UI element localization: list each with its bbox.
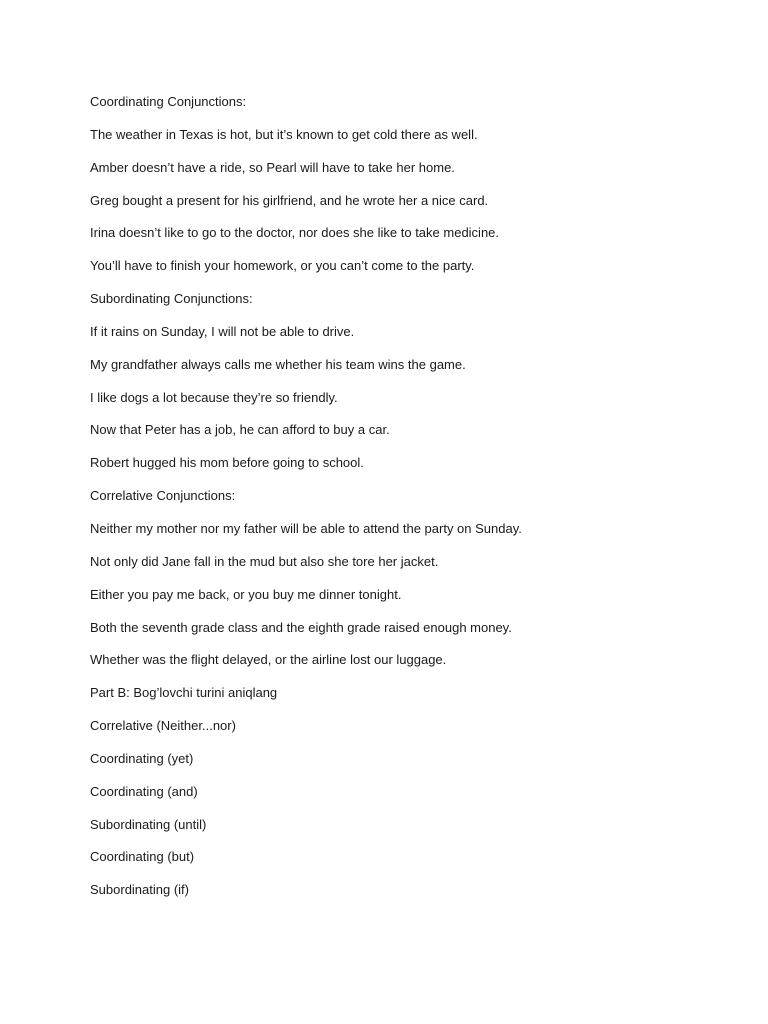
answer-line: Subordinating (until) [90, 816, 207, 832]
sentence-line: You’ll have to finish your homework, or you can’t come to the party. [90, 258, 475, 274]
sentence-line: Either you pay me back, or you buy me dinner tonight. [90, 586, 402, 602]
answer-line: Coordinating (yet) [90, 750, 194, 766]
sentence-line: If it rains on Sunday, I will not be able to drive. [90, 323, 355, 339]
sentence-line: Robert hugged his mom before going to school. [90, 455, 364, 471]
sentence-line: The weather in Texas is hot, but it’s known to get cold there as well. [90, 126, 478, 142]
document-body [90, 94, 730, 915]
section-heading-coordinating: Coordinating Conjunctions: [90, 94, 247, 109]
section-heading-correlative: Correlative Conjunctions: [90, 488, 236, 504]
answer-line: Correlative (Neither...nor) [90, 718, 236, 734]
sentence-line: Irina doesn’t like to go to the doctor, nor does she like to take medicine. [90, 225, 500, 241]
sentence-line: Whether was the flight delayed, or the airline lost our luggage. [90, 652, 447, 668]
sentence-line: Neither my mother nor my father will be able to attend the party on Sunday. [90, 520, 522, 536]
sentence-line: Now that Peter has a job, he can afford to buy a car. [90, 422, 390, 438]
sentence-line: Amber doesn’t have a ride, so Pearl will have to take her home. [90, 159, 455, 175]
sentence-line: My grandfather always calls me whether his team wins the game. [90, 356, 466, 372]
sentence-line: I like dogs a lot because they’re so friendly. [90, 389, 338, 405]
section-heading-part-b: Part B: Bog’lovchi turini aniqlang [90, 685, 278, 701]
sentence-line: Not only did Jane fall in the mud but also she tore her jacket. [90, 553, 439, 569]
sentence-line: Greg bought a present for his girlfriend, and he wrote her a nice card. [90, 192, 489, 208]
sentence-line: Both the seventh grade class and the eighth grade raised enough money. [90, 619, 512, 635]
section-heading-subordinating: Subordinating Conjunctions: [90, 291, 253, 307]
answer-line: Coordinating (and) [90, 783, 198, 799]
answer-line: Subordinating (if) [90, 882, 189, 898]
answer-line: Coordinating (but) [90, 849, 195, 865]
